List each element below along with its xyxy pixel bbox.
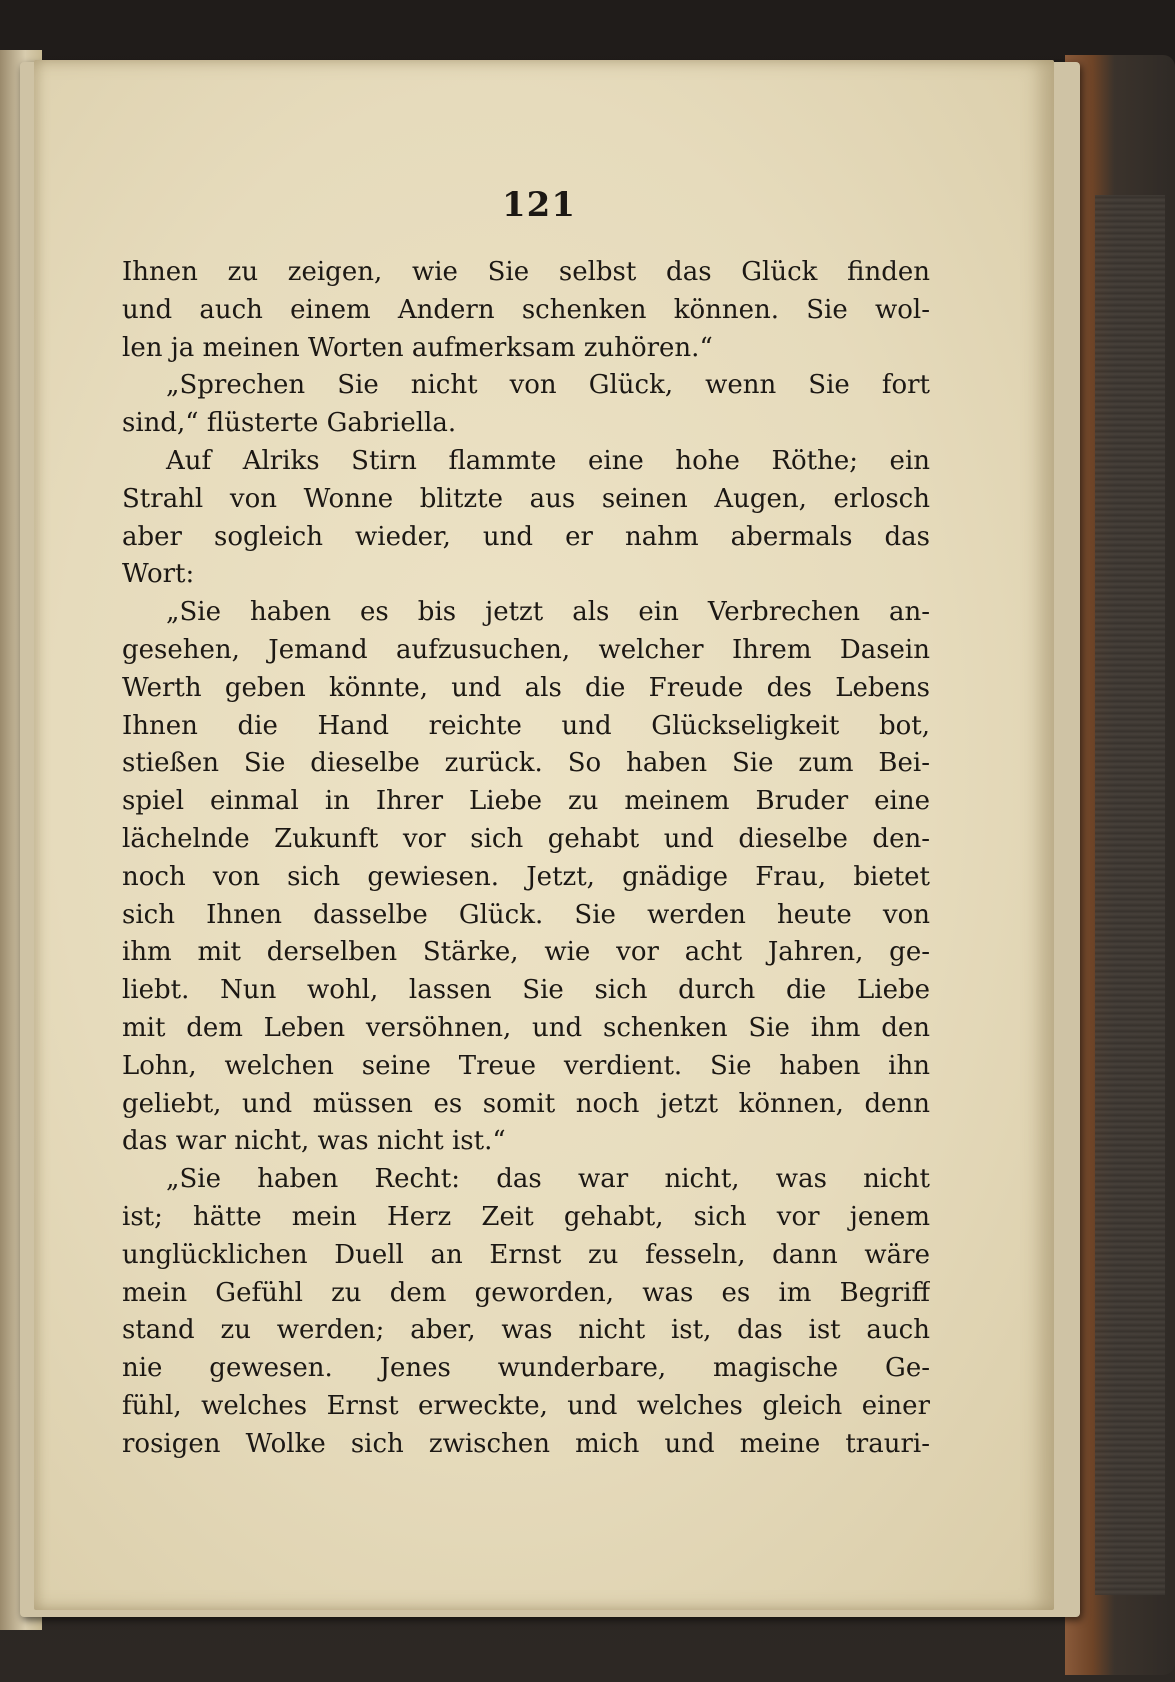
text-line: aber sogleich wieder, und er nahm abermals das — [122, 521, 930, 552]
text-line: ist; hätte mein Herz Zeit gehabt, sich vor jenem — [122, 1201, 930, 1232]
text-line: sind,“ flüsterte Gabriella. — [122, 408, 457, 439]
book-cover-edge — [1065, 55, 1175, 1675]
text-line: noch von sich gewiesen. Jetzt, gnädige Frau, bietet — [122, 861, 930, 892]
text-line: stießen Sie dieselbe zurück. So haben Sie zum Bei- — [122, 748, 930, 779]
text-line: Lohn, welchen seine Treue verdient. Sie haben ihn — [122, 1050, 930, 1081]
text-line: len ja meinen Worten aufmerksam zuhören.“ — [122, 332, 713, 363]
text-line: Wort: — [122, 559, 195, 590]
text-line: „Sie haben Recht: das war nicht, was nicht — [166, 1164, 930, 1195]
book-page — [34, 60, 1054, 1610]
text-line: „Sie haben es bis jetzt als ein Verbrechen an- — [166, 597, 930, 628]
page-number: 121 — [502, 185, 576, 225]
text-line: mit dem Leben versöhnen, und schenken Sie ihm den — [122, 1012, 930, 1043]
text-line: lächelnde Zukunft vor sich gehabt und dieselbe den- — [122, 823, 930, 854]
text-line: ihm mit derselben Stärke, wie vor acht Jahren, ge- — [122, 937, 930, 968]
text-line: rosigen Wolke sich zwischen mich und meine trauri- — [122, 1428, 930, 1459]
text-line: unglücklichen Duell an Ernst zu fesseln, dann wäre — [122, 1239, 930, 1270]
text-line: stand zu werden; aber, was nicht ist, das ist auch — [122, 1315, 930, 1346]
text-line: Werth geben könnte, und als die Freude des Lebens — [122, 672, 930, 703]
text-line: geliebt, und müssen es somit noch jetzt können, denn — [122, 1088, 930, 1119]
text-line: Ihnen zu zeigen, wie Sie selbst das Glück finden — [122, 257, 930, 287]
text-line: liebt. Nun wohl, lassen Sie sich durch die Liebe — [122, 975, 930, 1006]
text-line: Strahl von Wonne blitzte aus seinen Augen, erlosch — [122, 483, 930, 514]
text-line: Ihnen die Hand reichte und Glückseligkeit bot, — [122, 710, 930, 741]
text-line: fühl, welches Ernst erweckte, und welches gleich einer — [122, 1390, 930, 1421]
text-line: Auf Alriks Stirn flammte eine hohe Röthe; ein — [166, 445, 930, 476]
text-line: und auch einem Andern schenken können. Sie wol- — [122, 294, 930, 325]
text-line: nie gewesen. Jenes wunderbare, magische Ge- — [122, 1353, 930, 1384]
page-text — [122, 254, 930, 1464]
text-line: spiel einmal in Ihrer Liebe zu meinem Bruder eine — [122, 786, 930, 817]
text-line: „Sprechen Sie nicht von Glück, wenn Sie fort — [166, 370, 930, 401]
text-line: das war nicht, was nicht ist.“ — [122, 1126, 506, 1157]
text-line: gesehen, Jemand aufzusuchen, welcher Ihrem Dasein — [122, 634, 930, 665]
text-line: sich Ihnen dasselbe Glück. Sie werden heute von — [122, 899, 930, 930]
text-line: mein Gefühl zu dem geworden, was es im Begriff — [122, 1277, 930, 1308]
